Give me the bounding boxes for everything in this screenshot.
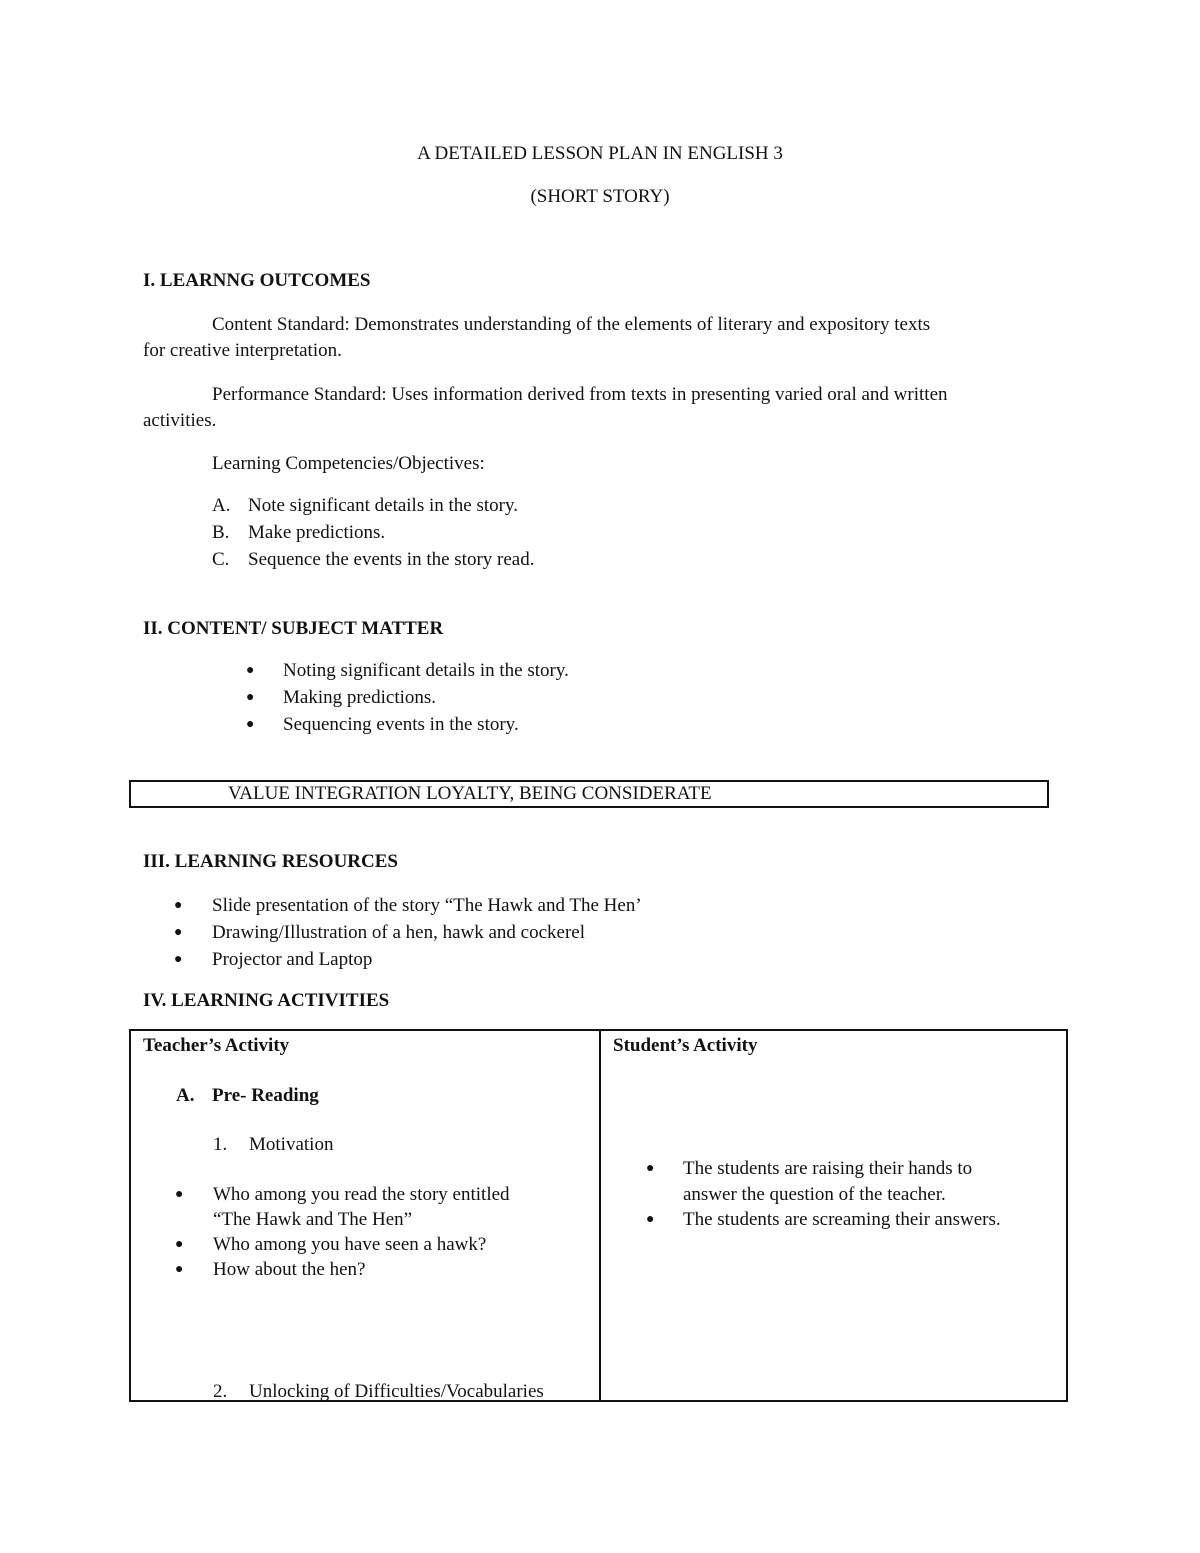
student-activity-header: Student’s Activity [613, 1035, 758, 1056]
pre-reading-heading: Pre- Reading [212, 1085, 319, 1106]
performance-standard-line1: Performance Standard: Uses information derived from texts in presenting varied oral and written [212, 384, 948, 405]
competencies-label: Learning Competencies/Objectives: [212, 453, 485, 474]
objective-item: Note significant details in the story. [248, 495, 518, 516]
bullet-icon [174, 952, 182, 969]
content-standard-line2: for creative interpretation. [143, 340, 342, 361]
content-item: Noting significant details in the story. [283, 660, 569, 681]
bullet-icon [646, 1212, 654, 1229]
vocabulary-step: Unlocking of Difficulties/Vocabularies [249, 1381, 544, 1402]
bullet-icon [246, 690, 254, 707]
value-integration-text: VALUE INTEGRATION LOYALTY, BEING CONSIDERATE [228, 783, 712, 804]
teacher-question-3: How about the hen? [213, 1259, 366, 1280]
section-heading-learning-outcomes: I. LEARNNG OUTCOMES [143, 270, 371, 291]
student-response-1-line2: answer the question of the teacher. [683, 1184, 946, 1205]
content-item: Making predictions. [283, 687, 437, 708]
section-heading-content: II. CONTENT/ SUBJECT MATTER [143, 618, 444, 639]
activities-table [129, 1029, 1068, 1402]
objective-marker: B. [212, 522, 230, 543]
pre-reading-marker: A. [176, 1085, 195, 1106]
bullet-icon [646, 1161, 654, 1178]
step-marker: 1. [213, 1134, 228, 1155]
resource-item: Projector and Laptop [212, 949, 373, 970]
value-integration-box [129, 780, 1049, 808]
section-heading-activities: IV. LEARNING ACTIVITIES [143, 990, 390, 1011]
content-item: Sequencing events in the story. [283, 714, 519, 735]
teacher-question-1-line2: “The Hawk and The Hen” [213, 1209, 413, 1230]
bullet-icon [175, 1262, 183, 1279]
step-marker: 2. [213, 1381, 228, 1402]
bullet-icon [246, 663, 254, 680]
objective-marker: C. [212, 549, 230, 570]
teacher-activity-header: Teacher’s Activity [143, 1035, 290, 1056]
bullet-icon [174, 898, 182, 915]
document-title: A DETAILED LESSON PLAN IN ENGLISH 3 [417, 143, 783, 164]
teacher-question-2: Who among you have seen a hawk? [213, 1234, 487, 1255]
bullet-icon [174, 925, 182, 942]
column-divider [599, 1031, 601, 1400]
bullet-icon [246, 717, 254, 734]
content-standard-line1: Content Standard: Demonstrates understanding of the elements of literary and expository texts [212, 314, 931, 335]
student-response-1-line1: The students are raising their hands to [683, 1158, 973, 1179]
teacher-question-1-line1: Who among you read the story entitled [213, 1184, 510, 1205]
bullet-icon [175, 1187, 183, 1204]
section-heading-resources: III. LEARNING RESOURCES [143, 851, 398, 872]
performance-standard-line2: activities. [143, 410, 217, 431]
objective-item: Make predictions. [248, 522, 386, 543]
student-response-2: The students are screaming their answers. [683, 1209, 1001, 1230]
objective-marker: A. [212, 495, 231, 516]
resource-item: Slide presentation of the story “The Hawk and The Hen’ [212, 895, 642, 916]
motivation-step: Motivation [249, 1134, 334, 1155]
resource-item: Drawing/Illustration of a hen, hawk and cockerel [212, 922, 586, 943]
bullet-icon [175, 1237, 183, 1254]
objective-item: Sequence the events in the story read. [248, 549, 535, 570]
document-subtitle: (SHORT STORY) [530, 186, 670, 207]
